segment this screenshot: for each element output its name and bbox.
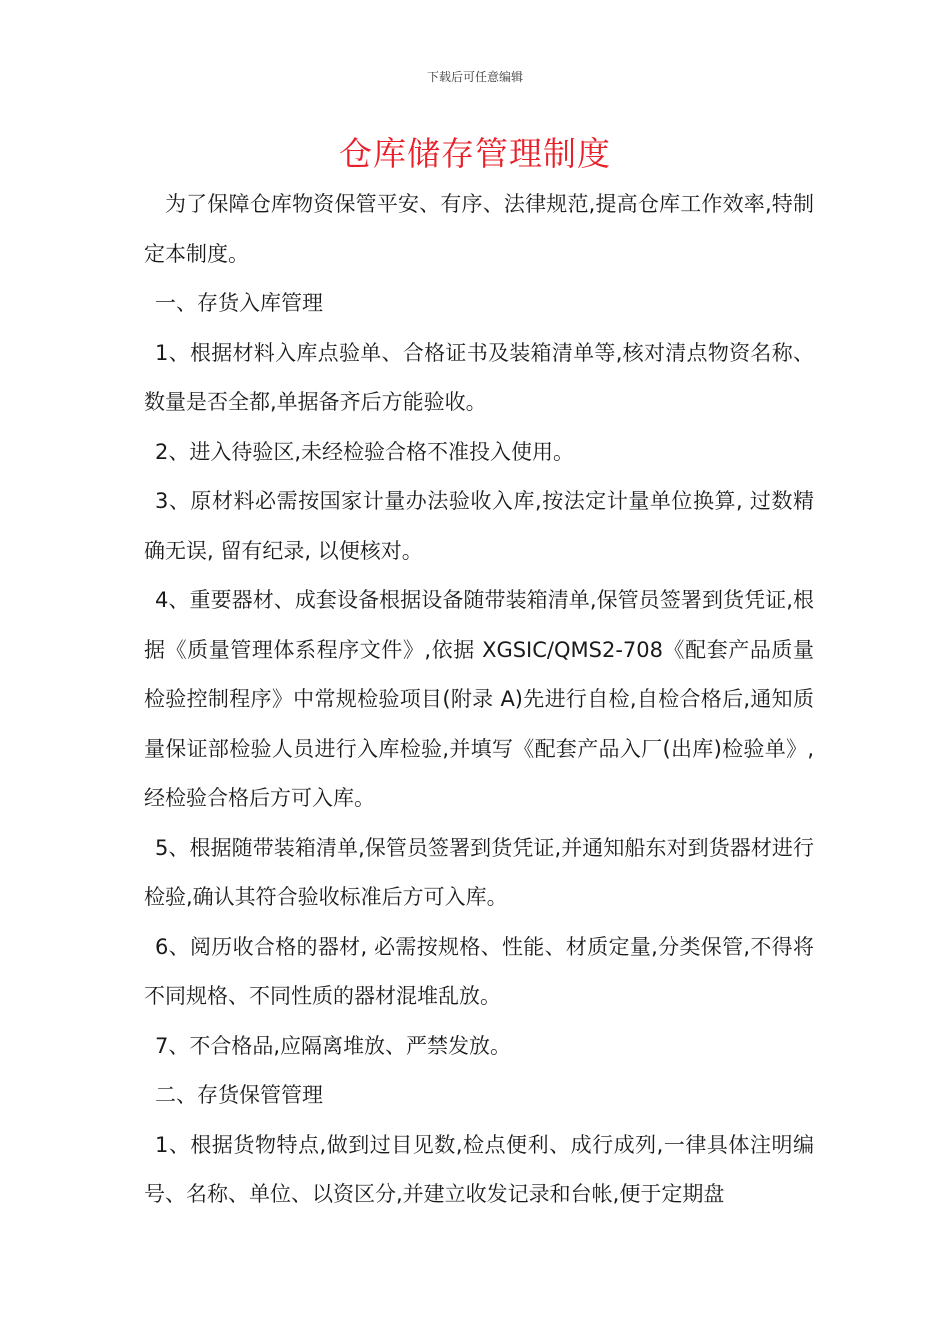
list-item: 3、原材料必需按国家计量办法验收入库,按法定计量单位换算, 过数精确无误, 留有纪录, 以便核对。 [144, 489, 814, 563]
section-heading-storage-in: 一、存货入库管理 [155, 291, 323, 315]
document-title: 仓库储存管理制度 [339, 134, 611, 173]
section-heading-storage-keep: 二、存货保管管理 [155, 1083, 323, 1107]
list-item: 5、根据随带装箱清单,保管员签署到货凭证,并通知船东对到货器材进行检验,确认其符合验收标准后方可入库。 [144, 835, 814, 909]
document-body [144, 180, 814, 1220]
list-item: 7、不合格品,应隔离堆放、严禁发放。 [155, 1033, 512, 1058]
list-item: 4、重要器材、成套设备根据设备随带装箱清单,保管员签署到货凭证,根据《质量管理体系程序文件》,依据 XGSIC/QMS2-708《配套产品质量检验控制程序》中常规检验项目(附录 A)先进行自检,自检合格后,通知质量保证部检验人员进行入库检验,并填写《配套产品入厂(出库)检验单》,经检验合格后方可入库。 [144, 588, 814, 810]
header-note: 下载后可任意编辑 [426, 70, 523, 84]
intro-paragraph: 为了保障仓库物资保管平安、有序、法律规范,提高仓库工作效率,特制定本制度。 [144, 192, 814, 266]
list-item: 2、进入待验区,未经检验合格不准投入使用。 [155, 439, 575, 464]
list-item: 1、根据货物特点,做到过目见数,检点便利、成行成列,一律具体注明编号、名称、单位、以资区分,并建立收发记录和台帐,便于定期盘 [144, 1132, 814, 1206]
list-item: 6、阅历收合格的器材, 必需按规格、性能、材质定量,分类保管,不得将不同规格、不同性质的器材混堆乱放。 [144, 934, 814, 1008]
list-item: 1、根据材料入库点验单、合格证书及装箱清单等,核对清点物资名称、数量是否全都,单据备齐后方能验收。 [144, 340, 814, 414]
